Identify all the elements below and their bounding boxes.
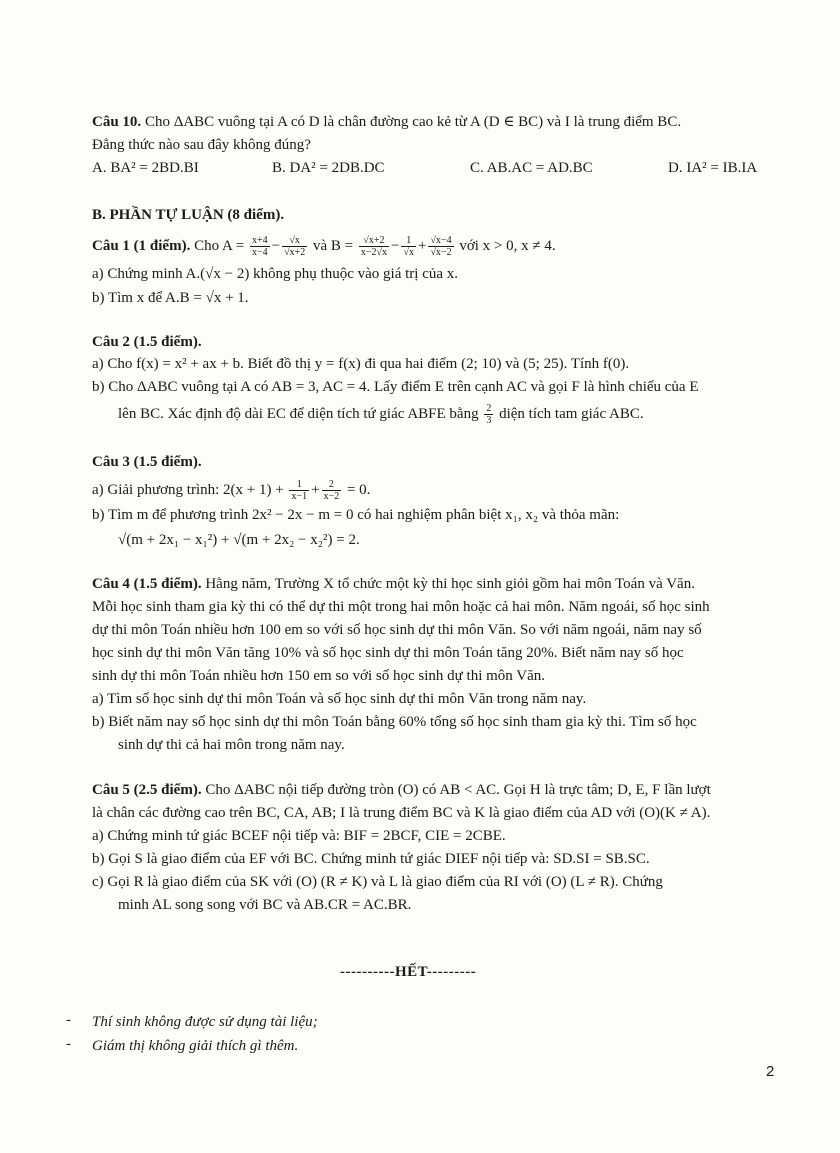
q2-frac-two-thirds: $\frac{2}{3}$: [486, 403, 492, 427]
q3-frac1: $\frac{1}{x-1}$: [291, 479, 308, 503]
q1-title: Câu 1 (1 điểm).: [92, 238, 191, 254]
note-2: Giám thị không giải thích gì thêm.: [92, 1038, 299, 1054]
q2-part-a: a) Cho f(x) = x² + ax + b. Biết đồ thị y = f(x) đi qua hai điểm (2; 10) và (5; 25). Tính f(0).: [92, 356, 630, 372]
q5-title: Câu 5 (2.5 điểm).: [92, 782, 202, 798]
q1-intro: Cho A =: [194, 238, 245, 254]
q10-option-b: B. DA² = 2DB.DC: [272, 160, 385, 176]
q10-text2: Đẳng thức nào sau đây không đúng?: [92, 137, 311, 153]
q10-option-c: C. AB.AC = AD.BC: [470, 160, 593, 176]
note-dash-2: -: [66, 1036, 71, 1052]
q10-line1: [92, 112, 681, 132]
q3-part-a: a) Giải phương trình: 2(x + 1) + $\frac{1}{x-1}$ + $\frac{2}{x-2}$ = 0.: [92, 479, 371, 503]
q4-line1: [92, 574, 695, 594]
q1-frac-b2: $\frac{1}{√x}$: [403, 235, 414, 259]
q1-part-a: a) Chứng minh A.(√x − 2) không phụ thuộc vào giá trị của x.: [92, 266, 459, 282]
q5-part-b: b) Gọi S là giao điểm của EF với BC. Chứng minh tứ giác DIEF nội tiếp và: SD.SI = SB.SC.: [92, 851, 650, 867]
q1-line: Câu 1 (1 điểm). Cho A = $\frac{x+4}{x-4}$ − $\frac{√x}{√x+2}$ và B = $\frac{√x+2}{x-2√x}$ − $\frac{1}{√x}$ + $\frac{√x-4}{√x-2}$ với x > 0, x ≠ 4.: [92, 235, 556, 259]
page-number: 2: [766, 1063, 775, 1080]
note-1: Thí sinh không được sử dụng tài liệu;: [92, 1014, 318, 1030]
q1-frac-b3: $\frac{√x-4}{√x-2}$: [430, 235, 452, 259]
q4-part-a: a) Tìm số học sinh dự thi môn Toán và số học sinh dự thi môn Văn trong năm nay.: [92, 691, 587, 707]
q1-frac-a2: $\frac{√x}{√x+2}$: [284, 235, 306, 259]
q2-title: Câu 2 (1.5 điểm).: [92, 334, 202, 350]
q5-part-a: a) Chứng minh tứ giác BCEF nội tiếp và: BIF = 2BCF, CIE = 2CBE.: [92, 828, 506, 844]
q5-line2: là chân các đường cao trên BC, CA, AB; I là trung điểm BC và K là giao điểm của AD với (O)(K ≠ A).: [92, 805, 711, 821]
q5-part-c-line1: c) Gọi R là giao điểm của SK với (O) (R ≠ K) và L là giao điểm của RI với (O) (L ≠ R). Chứng: [92, 874, 663, 890]
end-mark: ----------HẾT---------: [340, 964, 477, 980]
q10-option-d: D. IA² = IB.IA: [668, 160, 758, 176]
q3-a-post: = 0.: [346, 482, 371, 498]
q2-part-b-line1: b) Cho ΔABC vuông tại A có AB = 3, AC = 4. Lấy điểm E trên cạnh AC và gọi F là hình chiếu của E: [92, 379, 699, 395]
q2-b2-pre: lên BC. Xác định độ dài EC để diện tích tứ giác ABFE bằng: [118, 406, 479, 422]
q3-frac2: $\frac{2}{x-2}$: [323, 479, 340, 503]
q5-l1: Cho ΔABC nội tiếp đường tròn (O) có AB < AC. Gọi H là trực tâm; D, E, F lần lượt: [205, 782, 711, 798]
q1-and-b: và B =: [312, 238, 354, 254]
q1-condition: với x > 0, x ≠ 4.: [459, 238, 556, 254]
q10-text1: Cho ΔABC vuông tại A có D là chân đường cao kẻ từ A (D ∈ BC) và I là trung điểm BC.: [144, 114, 682, 130]
q4-part-b-line1: b) Biết năm nay số học sinh dự thi môn Toán bằng 60% tổng số học sinh tham gia kỳ thi. Tìm số học: [92, 714, 697, 730]
q4-title: Câu 4 (1.5 điểm).: [92, 576, 202, 592]
q1-frac-a1: $\frac{x+4}{x-4}$: [251, 235, 268, 259]
q4-line3: dự thi môn Toán nhiều hơn 100 em so với số học sinh dự thi môn Văn. So với năm ngoái, năm nay số: [92, 622, 702, 638]
q4-l1: Hằng năm, Trường X tổ chức một kỳ thi học sinh giỏi gồm hai môn Toán và Văn.: [205, 576, 695, 592]
q2-part-b-line2: [118, 401, 644, 427]
q4-line5: sinh dự thi môn Toán nhiều hơn 150 em so với số học sinh dự thi môn Văn.: [92, 668, 546, 684]
note-dash-1: -: [66, 1012, 71, 1028]
q2-b2-post: diện tích tam giác ABC.: [499, 406, 644, 422]
q1-frac-b1: $\frac{√x+2}{x-2√x}$: [360, 235, 387, 259]
q10-option-a: A. BA² = 2BD.BI: [92, 160, 199, 176]
q1-part-b: b) Tìm x để A.B = √x + 1.: [92, 290, 249, 306]
q4-line4: học sinh dự thi môn Văn tăng 10% và số học sinh dự thi môn Toán tăng 20%. Biết năm nay số học: [92, 645, 684, 661]
q3-a-pre: a) Giải phương trình: 2(x + 1) +: [92, 482, 284, 498]
q4-line2: Mỗi học sinh tham gia kỳ thi có thể dự thi một trong hai môn hoặc cả hai môn. Năm ngoái, số học sinh: [92, 599, 710, 615]
q4-part-b-line2: sinh dự thi cả hai môn trong năm nay.: [118, 737, 345, 753]
q3-title: Câu 3 (1.5 điểm).: [92, 454, 202, 470]
q3-part-b-line1: b) Tìm m để phương trình 2x² − 2x − m = 0 có hai nghiệm phân biệt x₁, x₂ và thỏa mãn:: [92, 507, 620, 523]
q3-part-b-line2: √(m + 2x₁ − x₁²) + √(m + 2x₂ − x₂²) = 2.: [118, 532, 360, 548]
q5-part-c-line2: minh AL song song với BC và AB.CR = AC.BR.: [118, 897, 412, 913]
q10-title: Câu 10.: [92, 114, 142, 130]
q5-line1: [92, 780, 711, 800]
section-b-title: B. PHẦN TỰ LUẬN (8 điểm).: [92, 207, 285, 223]
